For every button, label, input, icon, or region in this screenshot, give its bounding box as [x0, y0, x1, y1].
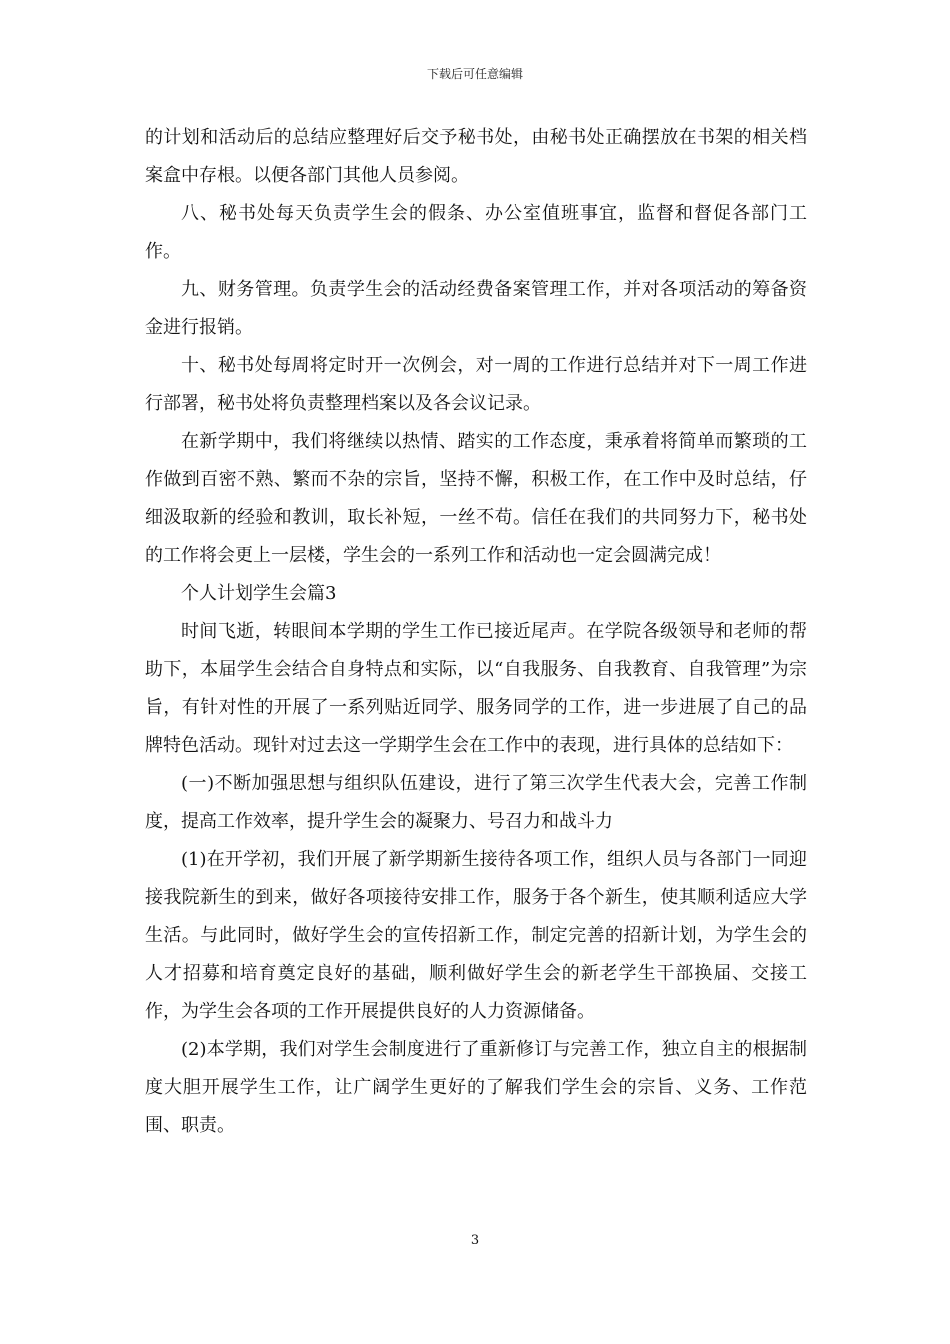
paragraph-subpoint-2: (2)本学期，我们对学生会制度进行了重新修订与完善工作，独立自主的根据制度大胆开展学生工作，让广阔学生更好的了解我们学生会的宗旨、义务、工作范围、职责。 — [145, 1039, 807, 1136]
document-body — [145, 119, 807, 1145]
paragraph-point-1: (一)不断加强思想与组织队伍建设，进行了第三次学生代表大会，完善工作制度，提高工作效率，提升学生会的凝聚力、号召力和战斗力 — [145, 773, 807, 832]
paragraph-subpoint-1: (1)在开学初，我们开展了新学期新生接待各项工作，组织人员与各部门一同迎接我院新生的到来，做好各项接待安排工作，服务于各个新生，使其顺利适应大学生活。与此同时，做好学生会的宣传招新工作，制定完善的招新计划，为学生会的人才招募和培育奠定良好的基础，顺利做好学生会的新老学生干部换届、交接工作，为学生会各项的工作开展提供良好的人力资源储备。 — [145, 849, 807, 1022]
paragraph-conclusion: 在新学期中，我们将继续以热情、踏实的工作态度，秉承着将简单而繁琐的工作做到百密不熟、繁而不杂的宗旨，坚持不懈，积极工作，在工作中及时总结，仔细汲取新的经验和教训，取长补短，一丝不苟。信任在我们的共同努力下，秘书处的工作将会更上一层楼，学生会的一系列工作和活动也一定会圆满完成！ — [145, 431, 807, 566]
paragraph-item-8: 八、秘书处每天负责学生会的假条、办公室值班事宜，监督和督促各部门工作。 — [145, 203, 807, 262]
paragraph-intro: 时间飞逝，转眼间本学期的学生工作已接近尾声。在学院各级领导和老师的帮助下，本届学生会结合自身特点和实际，以“自我服务、自我教育、自我管理”为宗旨，有针对性的开展了一系列贴近同学、服务同学的工作，进一步进展了自己的品牌特色活动。现针对过去这一学期学生会在工作中的表现，进行具体的总结如下： — [145, 621, 807, 756]
section-heading: 个人计划学生会篇3 — [181, 583, 337, 604]
paragraph-item-9: 九、财务管理。负责学生会的活动经费备案管理工作，并对各项活动的筹备资金进行报销。 — [145, 279, 807, 338]
paragraph-continued: 的计划和活动后的总结应整理好后交予秘书处，由秘书处正确摆放在书架的相关档案盒中存根。以便各部门其他人员参阅。 — [145, 127, 807, 186]
page-header: 下载后可任意编辑 — [426, 67, 523, 81]
page-number: 3 — [470, 1233, 480, 1248]
paragraph-item-10: 十、秘书处每周将定时开一次例会，对一周的工作进行总结并对下一周工作进行部署，秘书处将负责整理档案以及各会议记录。 — [145, 355, 807, 414]
